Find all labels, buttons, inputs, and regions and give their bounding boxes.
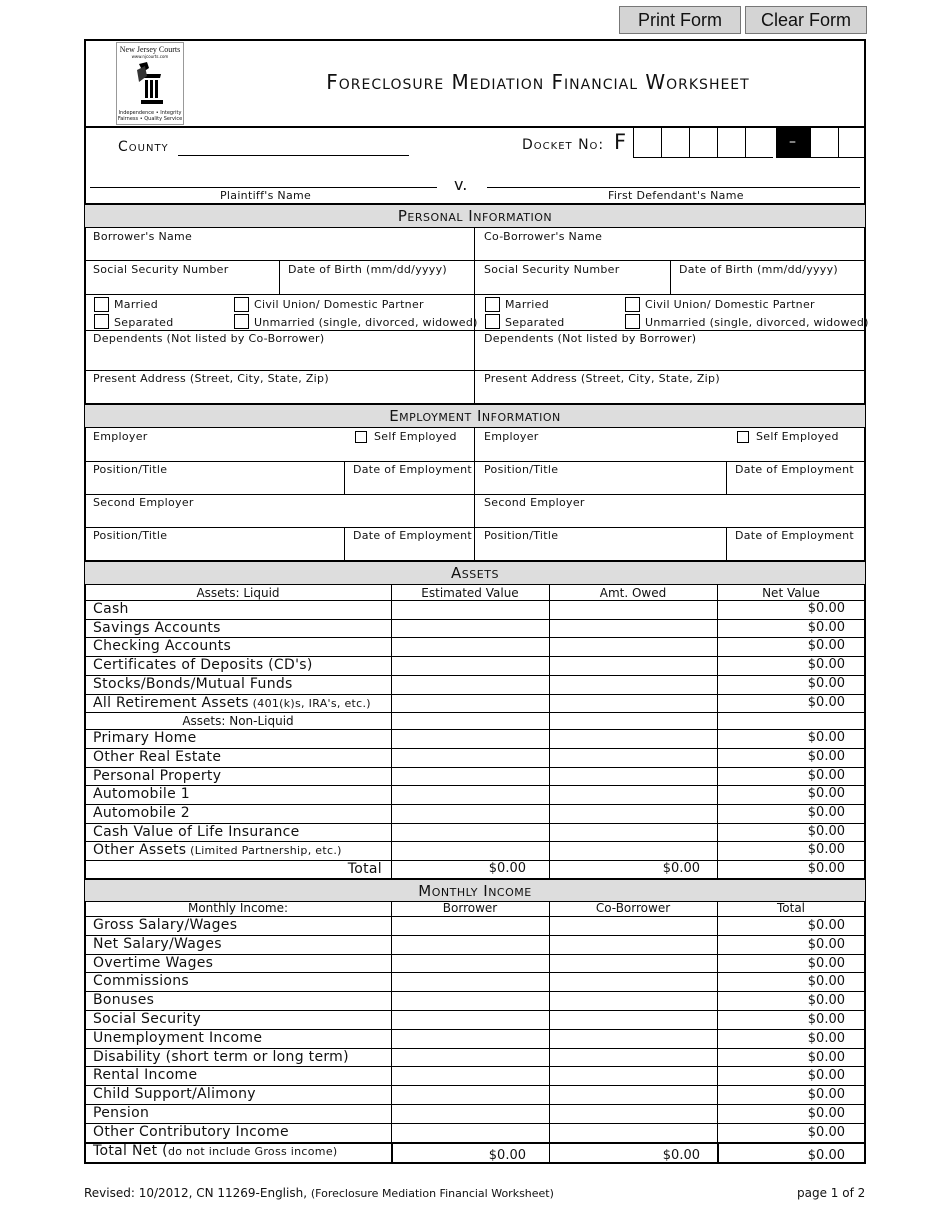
income-row-label: Bonuses — [93, 992, 155, 1009]
total-net-label — [93, 1143, 337, 1159]
amt-owed-input[interactable] — [550, 694, 717, 713]
asset-label: Certificates of Deposits (CD's) — [93, 657, 313, 674]
income-total: $0.00 — [807, 1049, 845, 1065]
divider — [84, 527, 866, 528]
divider — [84, 461, 866, 462]
net-value: $0.00 — [807, 823, 845, 839]
income-row-label: Gross Salary/Wages — [93, 917, 238, 933]
estimated-value-input[interactable] — [392, 600, 549, 619]
docket-box[interactable] — [689, 128, 717, 158]
estimated-value-input[interactable] — [392, 823, 549, 842]
county-input[interactable] — [178, 155, 409, 156]
income-total: $0.00 — [807, 936, 845, 952]
net-value: $0.00 — [807, 675, 845, 691]
borrower-income-input[interactable] — [392, 1085, 549, 1104]
amt-owed-input[interactable] — [550, 656, 717, 675]
divider — [726, 527, 727, 560]
borrower-income-input[interactable] — [392, 1066, 549, 1085]
divider — [717, 1142, 719, 1163]
income-total: $0.00 — [807, 1030, 845, 1046]
divider — [84, 494, 866, 495]
borrower-employer-field[interactable]: Employer — [93, 430, 148, 443]
monthly-income-header: Monthly Income — [85, 878, 865, 902]
married-label: Married — [505, 298, 549, 311]
net-value-col-header: Net Value — [762, 586, 820, 600]
asset-label: Automobile 1 — [93, 786, 190, 803]
net-value: $0.00 — [807, 805, 845, 820]
defendant-name-input[interactable] — [487, 187, 860, 188]
borrower-income-input[interactable] — [392, 954, 549, 973]
defendant-name-label: First Defendant's Name — [608, 189, 744, 202]
estimated-value-input[interactable] — [392, 694, 549, 713]
borrower-date-employment-field[interactable]: Date of Employment — [353, 463, 472, 476]
asset-label: Primary Home — [93, 730, 197, 747]
asset-row-label — [93, 601, 129, 617]
docket-box[interactable] — [745, 128, 773, 158]
asset-label: Cash — [93, 601, 129, 617]
coborrower-employer-field[interactable]: Employer — [484, 430, 539, 443]
divider — [391, 585, 392, 878]
civil-union-label: Civil Union/ Domestic Partner — [645, 298, 815, 311]
asset-row-label — [93, 638, 231, 654]
docket-dash: – — [789, 134, 796, 150]
coborrower-ssn-field[interactable]: Social Security Number — [484, 263, 620, 276]
asset-note: (401(k)s, IRA's, etc.) — [248, 696, 371, 710]
net-value: $0.00 — [807, 842, 845, 858]
divider — [549, 585, 550, 878]
coborrower-date-employment-2-field[interactable]: Date of Employment — [735, 529, 854, 542]
income-total: $0.00 — [807, 1087, 845, 1103]
income-row-label: Social Security — [93, 1011, 201, 1027]
coborrower-income-input[interactable] — [550, 1104, 717, 1123]
logo-title: New Jersey Courts — [119, 45, 181, 54]
divider — [726, 461, 727, 494]
amt-owed-input[interactable] — [550, 637, 717, 656]
total-net-note: do not include Gross income) — [167, 1144, 338, 1158]
asset-label: Other Assets — [93, 842, 187, 859]
employment-info-header: Employment Information — [85, 403, 865, 428]
borrower-name-field[interactable]: Borrower's Name — [93, 230, 193, 243]
income-row-label: Overtime Wages — [93, 954, 214, 971]
borrower-self-employed-checkbox[interactable] — [355, 431, 367, 443]
income-total: $0.00 — [807, 1068, 845, 1084]
docket-box[interactable] — [838, 128, 866, 158]
income-row-label: Net Salary/Wages — [93, 935, 222, 952]
income-total: $0.00 — [807, 974, 845, 990]
borrower-dependents-field[interactable]: Dependents (Not listed by Co-Borrower) — [93, 332, 325, 345]
estimated-value-input[interactable] — [392, 785, 549, 804]
asset-label: Stocks/Bonds/Mutual Funds — [93, 675, 293, 692]
amt-owed-input[interactable] — [550, 767, 717, 786]
asset-label: Automobile 2 — [93, 805, 190, 821]
coborrower-date-employment-field[interactable]: Date of Employment — [735, 463, 854, 476]
net-value: $0.00 — [807, 748, 845, 764]
borrower-position-field[interactable]: Position/Title — [93, 463, 168, 476]
docket-box[interactable] — [717, 128, 745, 158]
borrower-income-input[interactable] — [392, 1048, 549, 1067]
assets-header: Assets — [85, 560, 865, 585]
borrower-income-input[interactable] — [392, 935, 549, 954]
divider — [717, 585, 718, 878]
coborrower-income-input[interactable] — [550, 935, 717, 954]
amt-owed-input[interactable] — [550, 748, 717, 767]
net-value: $0.00 — [807, 730, 845, 746]
estimated-value-input[interactable] — [392, 675, 549, 694]
coborrower-income-input[interactable] — [550, 1123, 717, 1142]
coborrower-position-2-field[interactable]: Position/Title — [484, 529, 559, 542]
logo-motto-2: Fairness • Quality Service — [117, 116, 183, 122]
income-total: $0.00 — [807, 918, 845, 933]
divider — [717, 902, 718, 1163]
net-value: $0.00 — [807, 619, 845, 635]
borrower-second-employer-field[interactable]: Second Employer — [93, 496, 194, 509]
income-total: $0.00 — [807, 993, 845, 1009]
estimated-value-input[interactable] — [392, 729, 549, 748]
amt-owed-input[interactable] — [550, 619, 717, 638]
divider — [344, 527, 345, 560]
coborrower-second-employer-field[interactable]: Second Employer — [484, 496, 585, 509]
coborrower-income-input[interactable] — [550, 954, 717, 973]
civil-union-label: Civil Union/ Domestic Partner — [254, 298, 424, 311]
divider — [84, 370, 866, 371]
asset-row-label — [93, 620, 221, 636]
coborrower-dob-field[interactable]: Date of Birth (mm/dd/yyyy) — [679, 263, 839, 276]
net-value: $0.00 — [807, 601, 845, 616]
income-total: $0.00 — [807, 1012, 845, 1027]
courthouse-icon — [133, 60, 167, 106]
estimated-value-input[interactable] — [392, 748, 549, 767]
income-row-label: Pension — [93, 1105, 150, 1121]
net-value: $0.00 — [807, 638, 845, 654]
asset-label: Other Real Estate — [93, 748, 222, 765]
estimated-value-input[interactable] — [392, 619, 549, 638]
coborrower-income-input[interactable] — [550, 1048, 717, 1067]
amt-owed-input[interactable] — [550, 600, 717, 619]
unmarried-label: Unmarried (single, divorced, widowed) — [645, 316, 869, 329]
estimated-value-input[interactable] — [392, 804, 549, 823]
footer-revised — [84, 1186, 554, 1200]
divider — [279, 260, 280, 294]
income-row-label: Commissions — [93, 973, 190, 990]
amt-owed-input[interactable] — [550, 785, 717, 804]
income-row-label: Disability (short term or long term) — [93, 1048, 349, 1065]
married-label: Married — [114, 298, 158, 311]
asset-label: Checking Accounts — [93, 638, 232, 655]
court-logo — [116, 42, 184, 125]
amt-owed-input[interactable] — [550, 729, 717, 748]
coborrower-income-input[interactable] — [550, 1066, 717, 1085]
clear-form-button[interactable]: Clear Form — [745, 6, 867, 34]
versus-label: v. — [454, 175, 468, 194]
separated-label: Separated — [505, 316, 565, 329]
net-value: $0.00 — [807, 657, 845, 673]
coborrower-married-checkbox[interactable] — [485, 297, 500, 312]
coborrower-income-input[interactable] — [550, 991, 717, 1010]
page-number: page 1 of 2 — [797, 1186, 866, 1200]
self-employed-label: Self Employed — [756, 430, 839, 443]
total-net-coborrower: $0.00 — [662, 1147, 700, 1163]
income-total: $0.00 — [807, 955, 845, 971]
asset-row-label — [93, 824, 300, 840]
coborrower-self-employed-checkbox[interactable] — [737, 431, 749, 443]
borrower-income-input[interactable] — [392, 991, 549, 1010]
divider — [549, 902, 550, 1163]
total-estimated-value: $0.00 — [488, 861, 526, 877]
divider — [84, 260, 866, 261]
unmarried-label: Unmarried (single, divorced, widowed) — [254, 316, 478, 329]
revised-text: Revised: 10/2012, CN 11269-English, — [84, 1186, 308, 1200]
estimated-value-input[interactable] — [392, 767, 549, 786]
borrower-ssn-field[interactable]: Social Security Number — [93, 263, 229, 276]
estimated-value-col-header: Estimated Value — [421, 586, 519, 600]
divider — [344, 461, 345, 494]
logo-url: www.njcourts.com — [131, 54, 169, 59]
borrower-income-input[interactable] — [392, 972, 549, 991]
income-row-label: Child Support/Alimony — [93, 1086, 256, 1103]
docket-prefix: F — [614, 130, 627, 154]
assets-liquid-col-header: Assets: Liquid — [196, 586, 280, 600]
docket-box[interactable] — [810, 128, 838, 158]
coborrower-income-input[interactable] — [550, 972, 717, 991]
asset-row-label — [93, 749, 221, 765]
divider — [84, 330, 866, 331]
total-amt-owed: $0.00 — [662, 861, 700, 877]
total-net-value: $0.00 — [807, 861, 845, 877]
borrower-civil-union-checkbox[interactable] — [234, 297, 249, 312]
total-net-borrower: $0.00 — [488, 1147, 526, 1163]
asset-label: Personal Property — [93, 767, 222, 784]
asset-row-label — [93, 676, 293, 692]
amt-owed-input[interactable] — [550, 675, 717, 694]
estimated-value-input[interactable] — [392, 841, 549, 860]
amt-owed-col-header: Amt. Owed — [599, 586, 667, 600]
docket-dash-box — [773, 128, 810, 158]
separated-label: Separated — [114, 316, 174, 329]
amt-owed-input[interactable] — [550, 841, 717, 860]
coborrower-col-header: Co-Borrower — [595, 901, 671, 915]
borrower-address-field[interactable]: Present Address (Street, City, State, Zip) — [93, 372, 329, 385]
docket-box[interactable] — [661, 128, 689, 158]
coborrower-position-field[interactable]: Position/Title — [484, 463, 559, 476]
coborrower-address-field[interactable]: Present Address (Street, City, State, Zip) — [484, 372, 720, 385]
borrower-unmarried-checkbox[interactable] — [234, 314, 249, 329]
asset-label: Savings Accounts — [93, 619, 221, 636]
income-total: $0.00 — [807, 1106, 845, 1121]
county-label: County — [118, 139, 169, 155]
docket-label: Docket No: — [522, 137, 605, 153]
asset-row-label — [93, 786, 190, 802]
borrower-col-header: Borrower — [442, 901, 498, 915]
borrower-position-2-field[interactable]: Position/Title — [93, 529, 168, 542]
borrower-income-input[interactable] — [392, 1029, 549, 1048]
self-employed-label: Self Employed — [374, 430, 457, 443]
borrower-income-input[interactable] — [392, 1123, 549, 1142]
revised-note: (Foreclosure Mediation Financial Worksheet) — [310, 1187, 554, 1200]
asset-note: (Limited Partnership, etc.) — [186, 844, 342, 858]
asset-row-label — [93, 768, 221, 784]
coborrower-separated-checkbox[interactable] — [485, 314, 500, 329]
asset-label: Cash Value of Life Insurance — [93, 823, 300, 840]
income-total: $0.00 — [807, 1124, 845, 1140]
asset-row-label — [93, 805, 190, 821]
assets-total-label: Total — [347, 861, 382, 878]
divider — [84, 712, 866, 713]
income-row-label: Other Contributory Income — [93, 1123, 289, 1140]
borrower-income-input[interactable] — [392, 916, 549, 935]
income-row-label: Unemployment Income — [93, 1029, 263, 1046]
plaintiff-name-label: Plaintiff's Name — [220, 189, 312, 202]
net-value: $0.00 — [807, 694, 845, 710]
divider — [391, 902, 392, 1163]
assets-nonliquid-header: Assets: Non-Liquid — [182, 714, 294, 729]
amt-owed-input[interactable] — [550, 823, 717, 842]
coborrower-income-input[interactable] — [550, 1010, 717, 1029]
borrower-separated-checkbox[interactable] — [94, 314, 109, 329]
asset-row-label — [93, 657, 313, 673]
print-form-button[interactable]: Print Form — [619, 6, 741, 34]
asset-row-label — [93, 730, 197, 746]
asset-row-label — [93, 695, 371, 711]
asset-label: All Retirement Assets — [93, 694, 249, 711]
estimated-value-input[interactable] — [392, 637, 549, 656]
coborrower-unmarried-checkbox[interactable] — [625, 314, 640, 329]
total-net-text: Total Net ( — [93, 1142, 168, 1159]
logo-motto-1: Independence • Integrity — [118, 110, 182, 116]
borrower-dob-field[interactable]: Date of Birth (mm/dd/yyyy) — [288, 263, 448, 276]
coborrower-income-input[interactable] — [550, 1029, 717, 1048]
divider — [84, 294, 866, 295]
monthly-income-col-header: Monthly Income: — [187, 901, 289, 915]
net-value: $0.00 — [807, 786, 845, 802]
net-value: $0.00 — [807, 767, 845, 783]
borrower-income-input[interactable] — [392, 1010, 549, 1029]
coborrower-income-input[interactable] — [550, 1085, 717, 1104]
form-title: Foreclosure Mediation Financial Worksheet — [326, 70, 750, 94]
total-col-header: Total — [776, 901, 806, 915]
coborrower-dependents-field[interactable]: Dependents (Not listed by Borrower) — [484, 332, 697, 345]
amt-owed-input[interactable] — [550, 804, 717, 823]
divider — [670, 260, 671, 294]
estimated-value-input[interactable] — [392, 656, 549, 675]
coborrower-name-field[interactable]: Co-Borrower's Name — [484, 230, 603, 243]
plaintiff-name-input[interactable] — [90, 187, 437, 188]
total-net-total: $0.00 — [807, 1147, 845, 1163]
personal-info-header: Personal Information — [85, 203, 865, 228]
divider — [391, 1142, 393, 1163]
asset-row-label — [93, 842, 342, 858]
coborrower-income-input[interactable] — [550, 916, 717, 935]
borrower-income-input[interactable] — [392, 1104, 549, 1123]
coborrower-civil-union-checkbox[interactable] — [625, 297, 640, 312]
income-row-label: Rental Income — [93, 1067, 198, 1084]
borrower-married-checkbox[interactable] — [94, 297, 109, 312]
borrower-date-employment-2-field[interactable]: Date of Employment — [353, 529, 472, 542]
docket-box[interactable] — [633, 128, 661, 158]
